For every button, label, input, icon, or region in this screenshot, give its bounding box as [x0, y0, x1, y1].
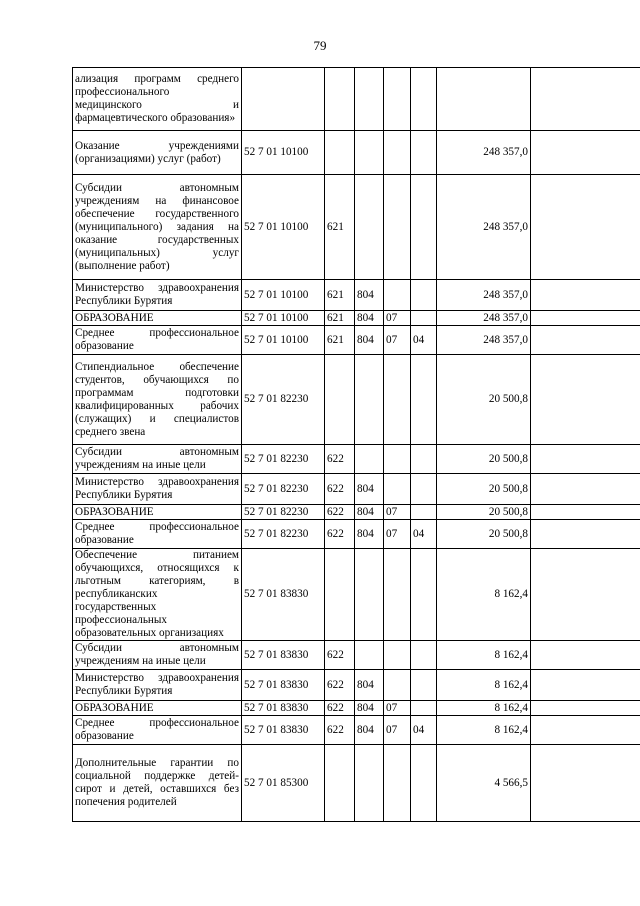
row-name: Субсидии автономным учреждениям на финансовое обеспечение государственного (муниципального) задания на оказание государственных (муниципальных) услуг (выполнение работ): [73, 175, 242, 280]
row-section: 07: [384, 716, 411, 745]
row-code: 52 7 01 83830: [242, 670, 325, 701]
row-code: 52 7 01 82230: [242, 355, 325, 445]
row-empty-cell: [531, 326, 640, 355]
table-row: [73, 520, 640, 549]
table-row: [73, 326, 640, 355]
table-row: [73, 280, 640, 311]
row-empty-cell: [531, 716, 640, 745]
row-section: 07: [384, 326, 411, 355]
row-amount: 4 566,5: [437, 745, 531, 822]
row-empty-cell: [531, 280, 640, 311]
row-expense-type: 621: [325, 311, 355, 326]
row-section: 07: [384, 505, 411, 520]
row-department: [355, 68, 384, 131]
row-subsection: [411, 505, 437, 520]
row-expense-type: 622: [325, 716, 355, 745]
row-code: 52 7 01 83830: [242, 549, 325, 641]
row-amount: 248 357,0: [437, 326, 531, 355]
row-empty-cell: [531, 701, 640, 716]
row-empty-cell: [531, 131, 640, 175]
row-name: Дополнительные гарантии по социальной поддержке детей-сирот и детей, оставшихся без попечения родителей: [73, 745, 242, 822]
row-empty-cell: [531, 520, 640, 549]
table-row: [73, 175, 640, 280]
row-section: [384, 355, 411, 445]
row-expense-type: 622: [325, 520, 355, 549]
row-code: 52 7 01 85300: [242, 745, 325, 822]
row-code: 52 7 01 83830: [242, 701, 325, 716]
row-department: [355, 355, 384, 445]
row-name: Субсидии автономным учреждениям на иные цели: [73, 445, 242, 474]
row-code: 52 7 01 83830: [242, 716, 325, 745]
table-row: [73, 549, 640, 641]
table-row: [73, 311, 640, 326]
row-section: 07: [384, 311, 411, 326]
row-amount: 20 500,8: [437, 505, 531, 520]
table-row: [73, 505, 640, 520]
row-expense-type: 622: [325, 445, 355, 474]
table-row: [73, 745, 640, 822]
row-department: [355, 131, 384, 175]
row-empty-cell: [531, 355, 640, 445]
row-subsection: [411, 175, 437, 280]
row-department: 804: [355, 280, 384, 311]
row-department: [355, 745, 384, 822]
row-expense-type: 621: [325, 326, 355, 355]
row-department: 804: [355, 474, 384, 505]
row-amount: 8 162,4: [437, 641, 531, 670]
row-name: Министерство здравоохранения Республики Бурятия: [73, 474, 242, 505]
row-subsection: 04: [411, 326, 437, 355]
row-subsection: [411, 701, 437, 716]
row-name: Среднее профессиональное образование: [73, 520, 242, 549]
row-department: 804: [355, 505, 384, 520]
table-row: [73, 355, 640, 445]
row-amount: 248 357,0: [437, 131, 531, 175]
table-row: [73, 445, 640, 474]
row-empty-cell: [531, 175, 640, 280]
row-empty-cell: [531, 670, 640, 701]
row-department: [355, 175, 384, 280]
row-subsection: [411, 549, 437, 641]
row-amount: 8 162,4: [437, 549, 531, 641]
row-amount: [437, 68, 531, 131]
row-expense-type: [325, 745, 355, 822]
row-department: 804: [355, 520, 384, 549]
row-department: 804: [355, 326, 384, 355]
row-expense-type: 622: [325, 701, 355, 716]
table-row: [73, 68, 640, 131]
row-code: 52 7 01 10100: [242, 326, 325, 355]
row-section: [384, 131, 411, 175]
row-subsection: [411, 280, 437, 311]
row-expense-type: 621: [325, 175, 355, 280]
row-subsection: [411, 474, 437, 505]
row-department: 804: [355, 670, 384, 701]
row-code: [242, 68, 325, 131]
row-name: Министерство здравоохранения Республики Бурятия: [73, 280, 242, 311]
row-code: 52 7 01 82230: [242, 474, 325, 505]
row-subsection: 04: [411, 520, 437, 549]
row-department: 804: [355, 311, 384, 326]
row-department: [355, 549, 384, 641]
row-amount: 20 500,8: [437, 520, 531, 549]
row-name: Стипендиальное обеспечение студентов, обучающихся по программам подготовки квалифицированных рабочих (служащих) и специалистов среднего звена: [73, 355, 242, 445]
row-code: 52 7 01 82230: [242, 445, 325, 474]
row-section: [384, 175, 411, 280]
row-empty-cell: [531, 311, 640, 326]
row-amount: 8 162,4: [437, 670, 531, 701]
row-department: [355, 445, 384, 474]
row-name: ализация программ среднего профессионального медицинского и фармацевтического образования»: [73, 68, 242, 131]
row-expense-type: 622: [325, 670, 355, 701]
row-name: Обеспечение питанием обучающихся, относящихся к льготным категориям, в республиканских государственных профессиональных образовательных организациях: [73, 549, 242, 641]
table-row: [73, 716, 640, 745]
table-row: [73, 701, 640, 716]
row-subsection: [411, 670, 437, 701]
page-number: 79: [313, 38, 327, 53]
row-amount: 20 500,8: [437, 445, 531, 474]
row-name: ОБРАЗОВАНИЕ: [73, 701, 242, 716]
row-empty-cell: [531, 445, 640, 474]
row-name: Оказание учреждениями (организациями) услуг (работ): [73, 131, 242, 175]
table-body: [73, 68, 640, 822]
table-row: [73, 131, 640, 175]
row-empty-cell: [531, 505, 640, 520]
row-subsection: [411, 641, 437, 670]
row-empty-cell: [531, 641, 640, 670]
row-section: [384, 641, 411, 670]
row-section: [384, 549, 411, 641]
table-row: [73, 670, 640, 701]
row-name: Министерство здравоохранения Республики Бурятия: [73, 670, 242, 701]
table-row: [73, 641, 640, 670]
row-amount: 248 357,0: [437, 175, 531, 280]
row-expense-type: 622: [325, 641, 355, 670]
row-subsection: [411, 445, 437, 474]
row-department: [355, 641, 384, 670]
row-code: 52 7 01 82230: [242, 520, 325, 549]
row-expense-type: 622: [325, 474, 355, 505]
row-code: 52 7 01 83830: [242, 641, 325, 670]
row-code: 52 7 01 10100: [242, 175, 325, 280]
row-subsection: [411, 311, 437, 326]
row-amount: 20 500,8: [437, 474, 531, 505]
row-subsection: 04: [411, 716, 437, 745]
row-expense-type: 622: [325, 505, 355, 520]
row-expense-type: [325, 549, 355, 641]
row-code: 52 7 01 10100: [242, 280, 325, 311]
row-section: [384, 280, 411, 311]
row-expense-type: [325, 131, 355, 175]
row-subsection: [411, 68, 437, 131]
budget-table: [72, 67, 640, 822]
row-empty-cell: [531, 68, 640, 131]
row-expense-type: [325, 68, 355, 131]
row-subsection: [411, 745, 437, 822]
row-amount: 248 357,0: [437, 280, 531, 311]
row-name: ОБРАЗОВАНИЕ: [73, 505, 242, 520]
row-code: 52 7 01 10100: [242, 311, 325, 326]
row-subsection: [411, 355, 437, 445]
row-expense-type: 621: [325, 280, 355, 311]
row-section: [384, 474, 411, 505]
row-amount: 8 162,4: [437, 716, 531, 745]
row-code: 52 7 01 82230: [242, 505, 325, 520]
row-empty-cell: [531, 474, 640, 505]
row-code: 52 7 01 10100: [242, 131, 325, 175]
row-subsection: [411, 131, 437, 175]
row-amount: 20 500,8: [437, 355, 531, 445]
row-name: Среднее профессиональное образование: [73, 716, 242, 745]
row-section: [384, 745, 411, 822]
row-name: Субсидии автономным учреждениям на иные цели: [73, 641, 242, 670]
row-name: Среднее профессиональное образование: [73, 326, 242, 355]
row-section: 07: [384, 520, 411, 549]
row-department: 804: [355, 701, 384, 716]
row-empty-cell: [531, 549, 640, 641]
row-expense-type: [325, 355, 355, 445]
table-row: [73, 474, 640, 505]
row-section: [384, 68, 411, 131]
row-section: 07: [384, 701, 411, 716]
row-empty-cell: [531, 745, 640, 822]
row-amount: 248 357,0: [437, 311, 531, 326]
row-name: ОБРАЗОВАНИЕ: [73, 311, 242, 326]
row-amount: 8 162,4: [437, 701, 531, 716]
row-section: [384, 670, 411, 701]
row-department: 804: [355, 716, 384, 745]
row-section: [384, 445, 411, 474]
